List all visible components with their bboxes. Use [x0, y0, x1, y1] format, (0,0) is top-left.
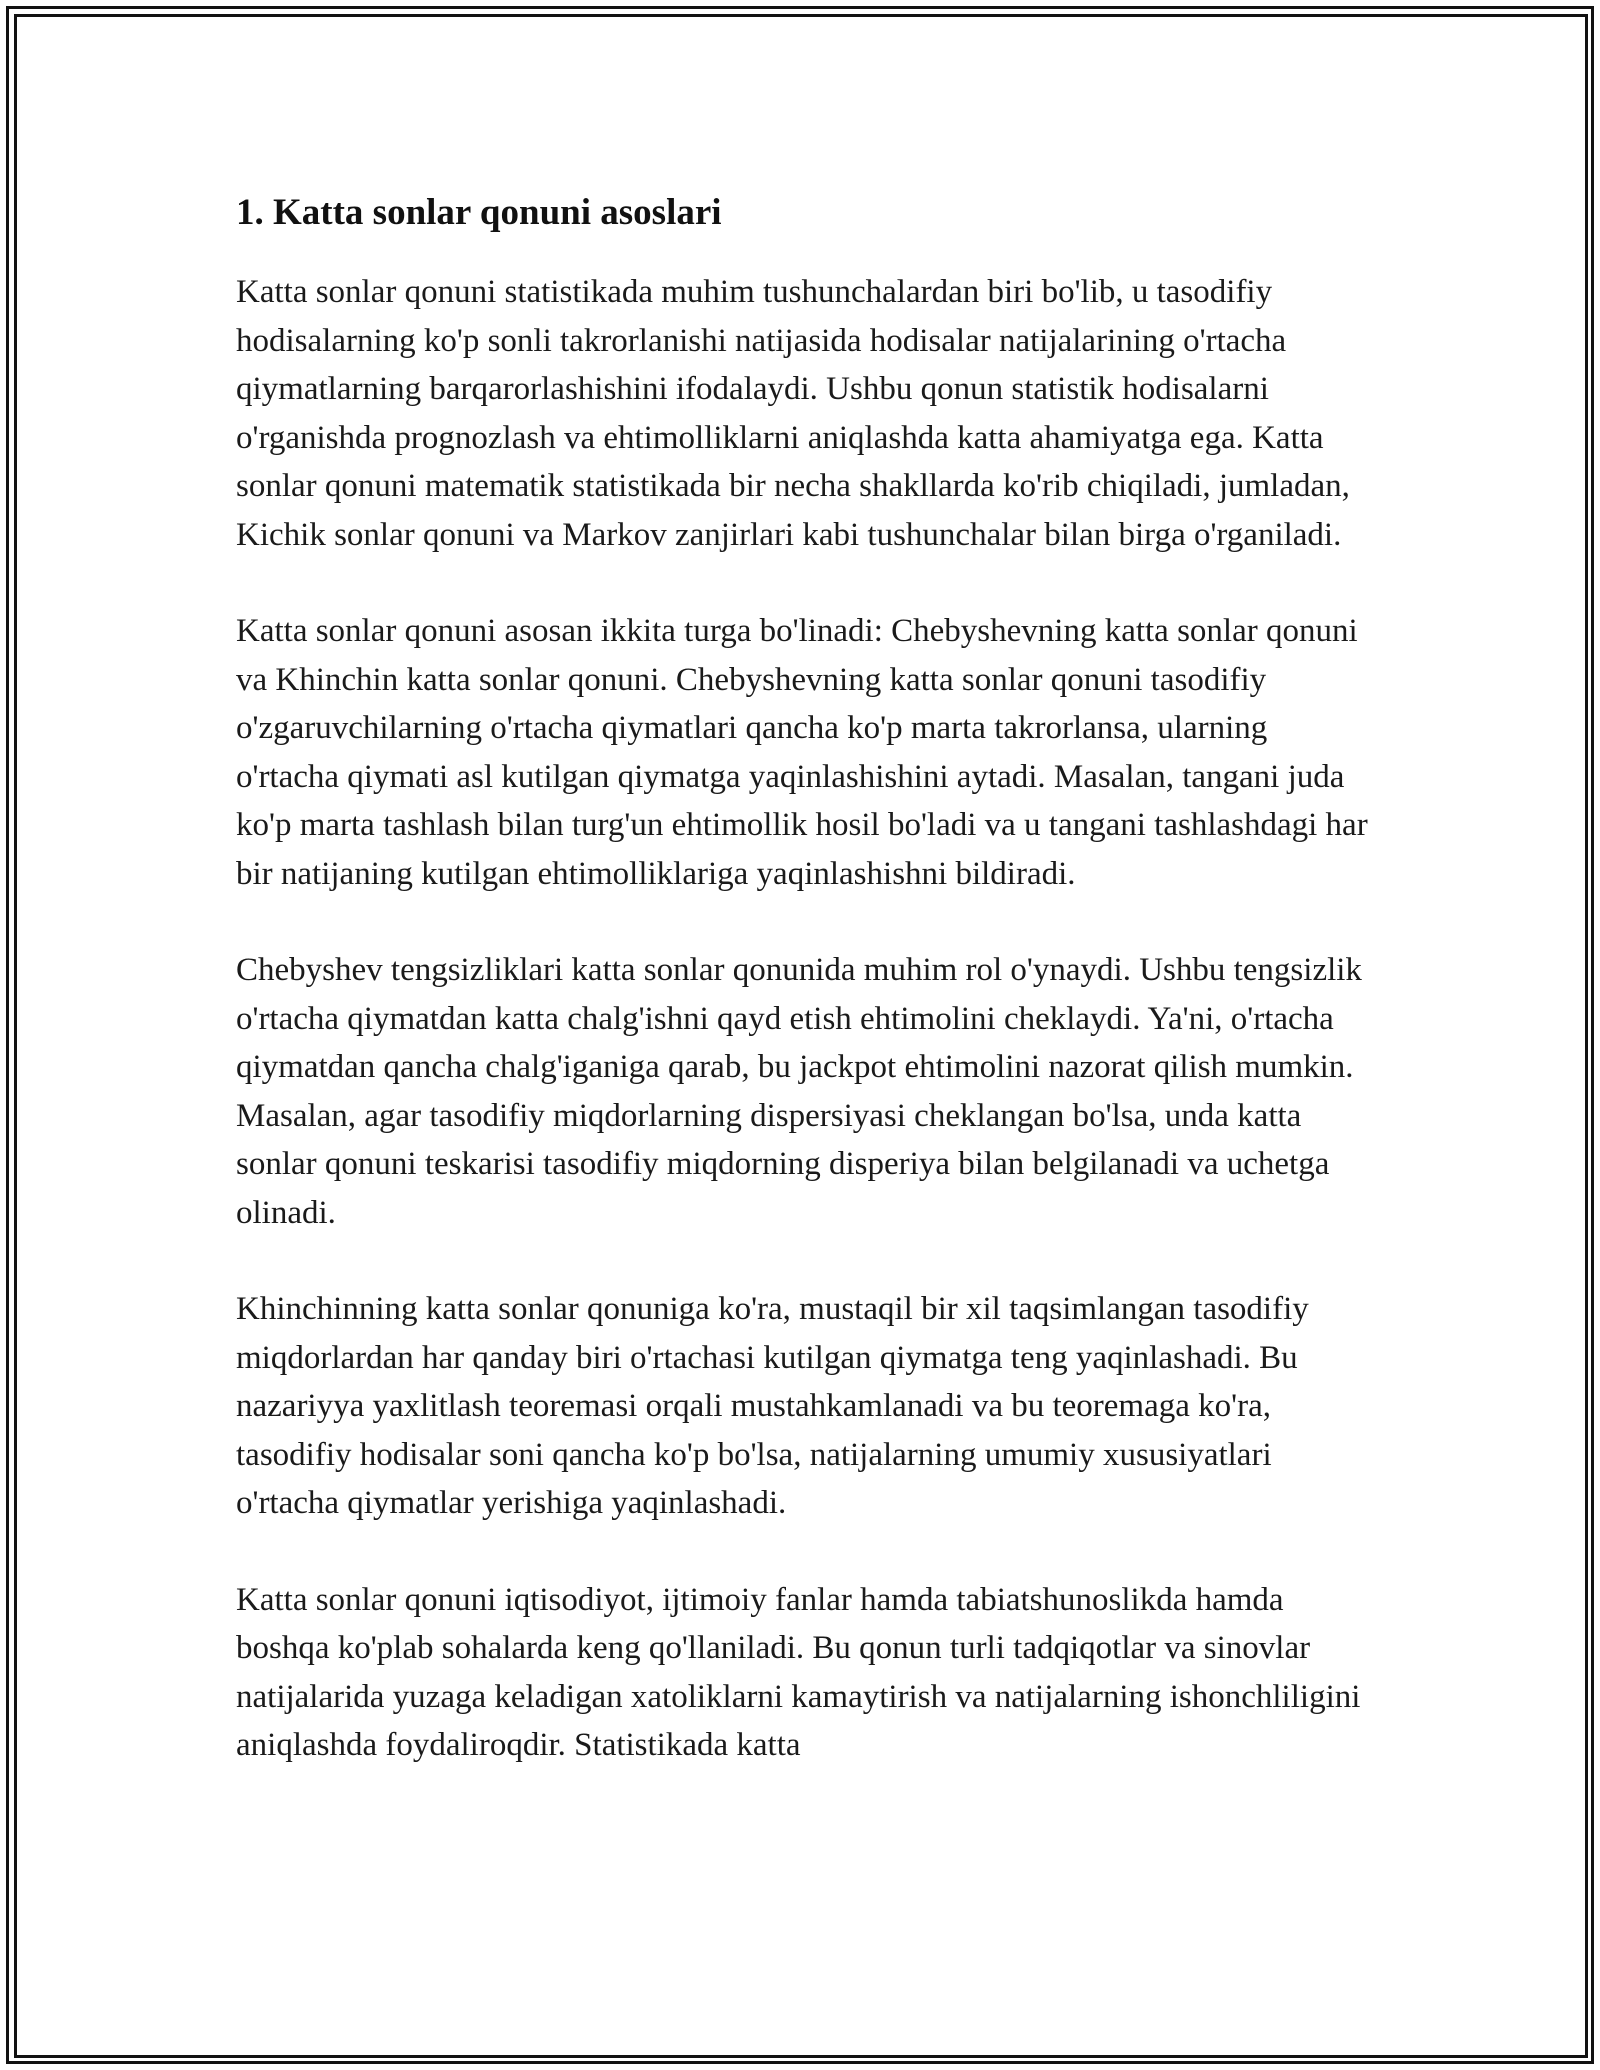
paragraph-2: Katta sonlar qonuni asosan ikkita turga bo'linadi: Chebyshevning katta sonlar qonuni va Khinchin katta sonlar qonuni. Chebyshevning katta sonlar qonuni tasodifiy o'zgaruvchilarning o'rtacha qiymatlari qancha ko'p marta takrorlansa, ularning o'rtacha qiymati asl kutilgan qiymatga yaqinlashishini aytadi. Masalan, tangani juda ko'p marta tashlash bilan turg'un ehtimollik hosil bo'ladi va u tangani tashlashdagi har bir natijaning kutilgan ehtimolliklariga yaqinlashishni bildiradi. — [236, 613, 1368, 892]
paragraph-4: Khinchinning katta sonlar qonuniga ko'ra, mustaqil bir xil taqsimlangan tasodifiy miqdorlardan har qanday biri o'rtachasi kutilgan qiymatga teng yaqinlashadi. Bu nazariyya yaxlitlash teoremasi orqali mustahkamlanadi va bu teoremaga ko'ra, tasodifiy hodisalar soni qancha ko'p bo'lsa, natijalarning umumiy xususiyatlari o'rtacha qiymatlar yerishiga yaqinlashadi. — [236, 1291, 1309, 1521]
paragraph-3: Chebyshev tengsizliklari katta sonlar qonunida muhim rol o'ynaydi. Ushbu tengsizlik o'rtacha qiymatdan katta chalg'ishni qayd etish ehtimolini cheklaydi. Ya'ni, o'rtacha qiymatdan qancha chalg'iganiga qarab, bu jackpot ehtimolini nazorat qilish mumkin. Masalan, agar tasodifiy miqdorlarning dispersiyasi cheklangan bo'lsa, unda katta sonlar qonuni teskarisi tasodifiy miqdorning disperiya bilan belgilanadi va uchetga olinadi. — [236, 952, 1362, 1231]
section-heading: 1. Katta sonlar qonuni asoslari — [236, 192, 722, 233]
document-body — [236, 186, 1376, 1818]
paragraph-5: Katta sonlar qonuni iqtisodiyot, ijtimoiy fanlar hamda tabiatshunoslikda hamda boshqa ko'plab sohalarda keng qo'llaniladi. Bu qonun turli tadqiqotlar va sinovlar natijalarida yuzaga keladigan xatoliklarni kamaytirish va natijalarning ishonchliligini aniqlashda foydaliroqdir. Statistikada katta — [236, 1581, 1361, 1763]
paragraph-1: Katta sonlar qonuni statistikada muhim tushunchalardan biri bo'lib, u tasodifiy hodisalarning ko'p sonli takrorlanishi natijasida hodisalar natijalarining o'rtacha qiymatlarning barqarorlashishini ifodalaydi. Ushbu qonun statistik hodisalarni o'rganishda prognozlash va ehtimolliklarni aniqlashda katta ahamiyatga ega. Katta sonlar qonuni matematik statistikada bir necha shakllarda ko'rib chiqiladi, jumladan, Kichik sonlar qonuni va Markov zanjirlari kabi tushunchalar bilan birga o'rganiladi. — [236, 274, 1350, 553]
